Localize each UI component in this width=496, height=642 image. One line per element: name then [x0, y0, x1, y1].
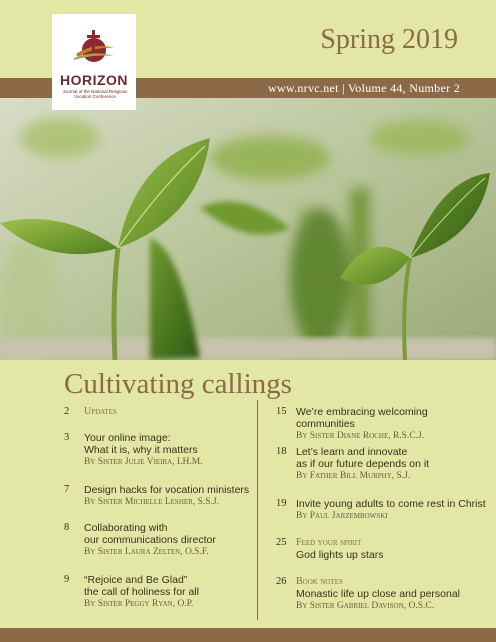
toc-author: By Sister Laura Zelten, O.S.F. [84, 547, 209, 557]
toc-title-line: Design hacks for vocation ministers [84, 484, 250, 496]
toc-author: By Sister Gabriel Davison, O.S.C. [296, 601, 435, 611]
toc-page-number: 25 [276, 537, 287, 548]
toc-author: By Sister Peggy Ryan, O.P. [84, 599, 194, 609]
column-divider [257, 400, 258, 620]
toc-page-number: 3 [64, 432, 70, 443]
toc-page-number: 8 [64, 522, 70, 533]
toc-department: Book notes [296, 576, 343, 587]
toc-author: By Sister Julie Vieira, I.H.M. [84, 457, 203, 467]
seedlings-image [0, 98, 496, 360]
toc-title-line: We’re embracing welcoming communities [296, 406, 428, 430]
toc-author: By Sister Michelle Lesher, S.S.J. [84, 497, 219, 507]
toc-title-line: Collaborating with [84, 522, 168, 534]
footer-bar [0, 628, 496, 642]
toc-page-number: 7 [64, 484, 70, 495]
toc-title-line: God lights up stars [296, 549, 384, 561]
horizon-logo [52, 14, 136, 110]
toc-title-line: Let’s learn and innovate [296, 446, 408, 458]
toc-title-line: Invite young adults to come rest in Christ [296, 498, 486, 510]
toc-page-number: 2 [64, 406, 70, 417]
toc-title-line: “Rejoice and Be Glad” [84, 574, 188, 586]
cross-sun-icon [72, 24, 116, 68]
toc-page-number: 19 [276, 498, 287, 509]
toc-page-number: 15 [276, 406, 287, 417]
contents-title: Cultivating callings [64, 368, 292, 400]
toc-title-line: What it is, why it matters [84, 444, 198, 456]
toc-author: By Father Bill Murphy, S.J. [296, 471, 411, 481]
toc-title-line: the call of holiness for all [84, 586, 199, 598]
logo-wordmark: HORIZON [59, 72, 129, 88]
toc-page-number: 18 [276, 446, 287, 457]
toc-department: Feed your spirit [296, 537, 362, 548]
toc-department: Updates [84, 406, 117, 417]
toc-title-line: as if our future depends on it [296, 458, 430, 470]
toc-title-line: Monastic life up close and personal [296, 588, 461, 600]
issue-title: Spring 2019 [320, 24, 458, 55]
logo-tagline: Journal of the National Religious Vocation Conference [62, 89, 128, 99]
toc-title-line: Your online image: [84, 432, 171, 444]
toc-author: By Paul Jarzembowski [296, 511, 388, 521]
toc-page-number: 26 [276, 576, 287, 587]
toc-title-line: our communications director [84, 534, 216, 546]
toc-author: By Sister Diane Roche, R.S.C.J. [296, 431, 425, 441]
toc-page-number: 9 [64, 574, 70, 585]
issue-info-text: www.nrvc.net | Volume 44, Number 2 [267, 81, 460, 95]
cover-photo [0, 98, 496, 360]
